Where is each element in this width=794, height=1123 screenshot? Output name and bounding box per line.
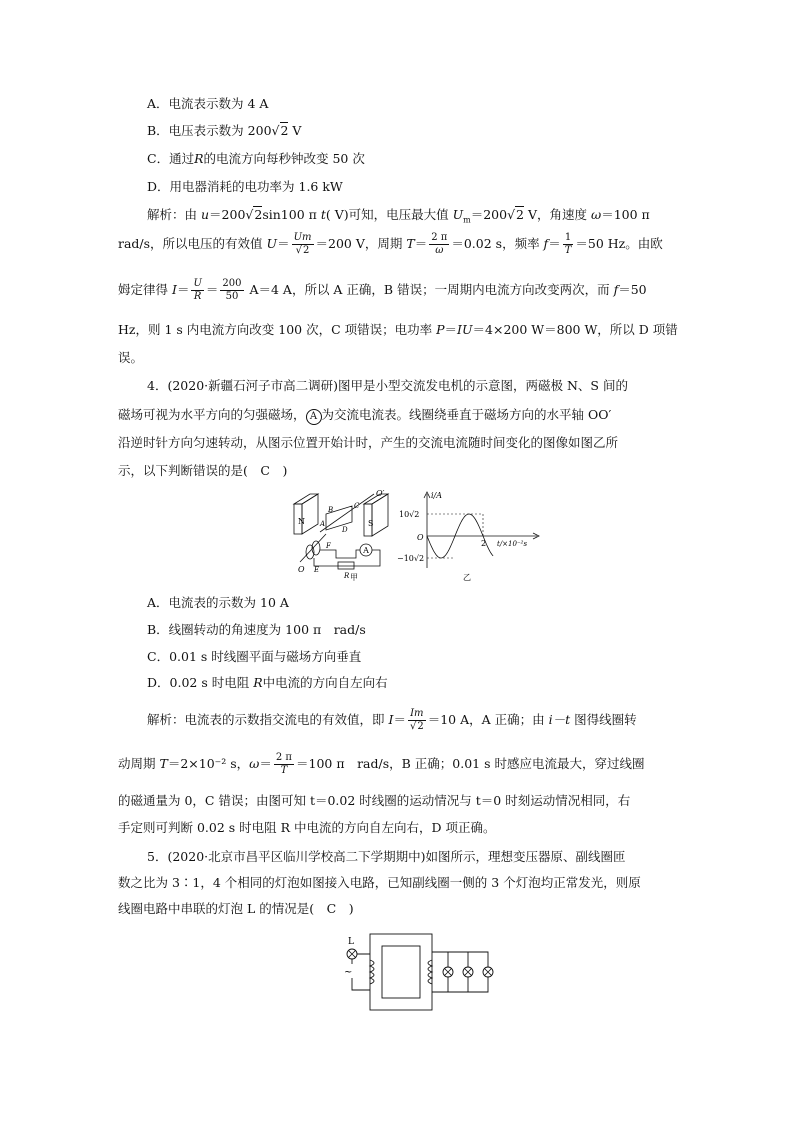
q4-option-a: A．电流表的示数为 10 A — [147, 595, 289, 610]
q4-solution-line-1: 解析：电流表的示数指交流电的有效值，即 I＝ $\frac{Im}{√2}$ ＝10 A，A 正确；由 i－t 图得线圈转 — [147, 708, 637, 732]
q4-option-b: B．线圈转动的角速度为 100 π rad/s — [147, 622, 366, 637]
q3-solution-line-3: 姆定律得 I＝ $\frac{U}{R}$ ＝ $\frac{200}{50}$ A＝4 A，所以 A 正确，B 错误；一周期内电流方向改变两次，而 f＝50 — [118, 278, 647, 302]
coil-c-label: C — [354, 502, 360, 510]
generator-ammeter-label: A — [363, 546, 369, 555]
graph-x-tick-label: 2 — [481, 539, 487, 548]
q3-option-d: D．用电器消耗的电功率为 1.6 kW — [147, 179, 343, 194]
q3-solution-line-2: rad/s，所以电压的有效值 U＝ $\frac{Um}{√2}$ ＝200 V，周期 T＝ $\frac{2 \pi}{\omega}$ ＝0.02 s，频率 f＝ $\frac{1}{T}$ ＝50 Hz。由欧 — [118, 232, 663, 256]
generator-diagram — [290, 488, 402, 582]
ac-source-symbol: ~ — [344, 967, 353, 978]
figure-yi-caption: 乙 — [463, 573, 471, 582]
coil-d-label: D — [342, 526, 348, 534]
coil-a-label: A — [320, 520, 326, 528]
brush-f-label: F — [326, 542, 331, 550]
ammeter-symbol: A — [306, 409, 322, 425]
graph-x-axis-label: t/×10⁻²s — [497, 540, 528, 548]
graph-y-axis-label: i/A — [431, 491, 443, 500]
lamp-l — [347, 949, 357, 959]
magnet-n-label: N — [298, 517, 305, 526]
q4-stem-line-2: 磁场可视为水平方向的匀强磁场， A 为交流电流表。线圈绕垂直于磁场方向的水平轴 OO′ — [118, 409, 611, 425]
graph-y-min-label: −10√2 — [397, 554, 425, 563]
lamp-l-label: L — [348, 937, 354, 947]
q3-solution-line-4: Hz，则 1 s 内电流方向改变 100 次，C 项错误；电功率 P＝IU＝4×200 W＝800 W，所以 D 项错 — [118, 322, 678, 337]
q4-solution-line-4: 手定则可判断 0.02 s 时电阻 R 中电流的方向自左向右，D 项正确。 — [118, 820, 496, 835]
magnet-s-label: S — [368, 519, 374, 528]
q3-option-c: C．通过R的电流方向每秒钟改变 50 次 — [147, 151, 365, 166]
figure-jia-caption: 甲 — [350, 573, 358, 582]
q5-stem-line-1: 5．(2020·北京市昌平区临川学校高二下学期期中)如图所示，理想变压器原、副线圈匝 — [147, 849, 626, 864]
q4-stem-line-1: 4．(2020·新疆石河子市高二调研)图甲是小型交流发电机的示意图，两磁极 N、S 间的 — [147, 378, 628, 393]
q4-option-c: C．0.01 s 时线圈平面与磁场方向垂直 — [147, 649, 362, 664]
graph-y-max-label: 10√2 — [399, 510, 420, 519]
q4-solution-line-3: 的磁通量为 0，C 错误；由图可知 t＝0.02 时线圈的运动情况与 t＝0 时刻运动情况相同，右 — [118, 793, 631, 808]
q4-stem-line-4: 示，以下判断错误的是( C ) — [118, 463, 288, 478]
q3-option-b: B．电压表示数为 200√2 V — [147, 123, 302, 138]
q4-option-d: D．0.02 s 时电阻 R中电流的方向自左向右 — [147, 675, 388, 690]
brush-e-label: E — [314, 566, 320, 574]
secondary-lamp — [463, 967, 473, 977]
resistor-r-label: R — [344, 572, 350, 580]
axis-o-label: O — [298, 565, 305, 574]
axis-o-prime-label: O′ — [376, 489, 385, 498]
q3-option-a: A．电流表示数为 4 A — [147, 96, 269, 111]
coil-b-label: B — [328, 506, 334, 514]
q3-solution-line-5: 误。 — [118, 350, 144, 365]
secondary-lamp — [483, 967, 493, 977]
q4-stem-line-3: 沿逆时针方向匀速转动，从图示位置开始计时，产生的交流电流随时间变化的图像如图乙所 — [118, 435, 619, 450]
current-time-graph — [397, 488, 547, 582]
secondary-lamp — [443, 967, 453, 977]
q3-solution-line-1: 解析：由 u＝200√2sin100 π t( V)可知，电压最大值 $U_m=200√2$ V，角速度 ω＝100 π — [147, 207, 650, 225]
graph-origin-label: O — [417, 533, 424, 542]
q5-stem-line-3: 线圈电路中串联的灯泡 L 的情况是( C ) — [118, 901, 354, 916]
transformer-circuit — [330, 928, 498, 1016]
q5-stem-line-2: 数之比为 3∶1，4 个相同的灯泡如图接入电路，已知副线圈一侧的 3 个灯泡均正常发光，则原 — [118, 875, 641, 890]
q4-solution-line-2: 动周期 T＝2×10⁻² s，ω＝ $\frac{2 \pi}{T}$ ＝100 π rad/s，B 正确；0.01 s 时感应电流最大，穿过线圈 — [118, 752, 645, 776]
